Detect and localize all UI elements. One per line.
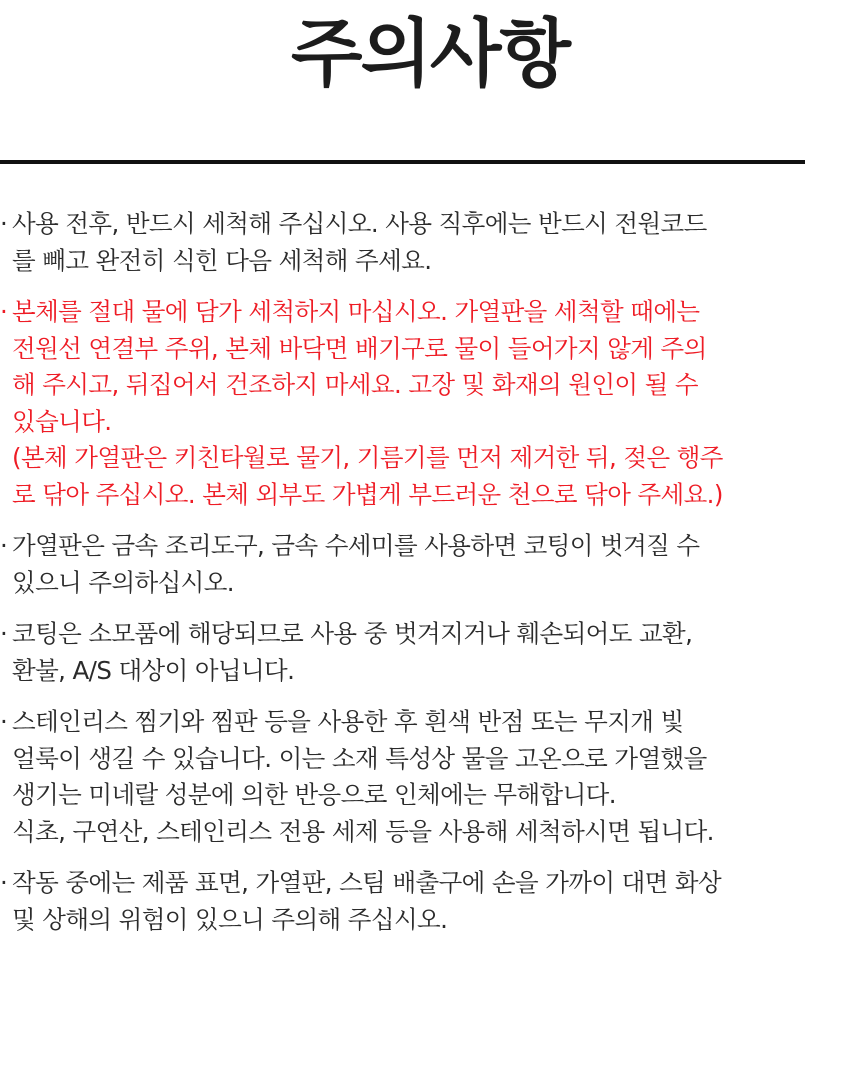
notice-item-coating-tools [0, 528, 850, 601]
bullet-dot: · [0, 707, 8, 736]
notice-line: 전원선 연결부 주위, 본체 바닥면 배기구로 물이 들어가지 않게 주의 [12, 333, 707, 363]
page-title: 주의사항 [291, 11, 569, 97]
notice-line: 식초, 구연산, 스테인리스 전용 세제 등을 사용해 세척하시면 됩니다. [12, 816, 714, 846]
notice-item-stainless-spots [0, 704, 850, 850]
notice-line: 작동 중에는 제품 표면, 가열판, 스팀 배출구에 손을 가까이 대면 화상 [12, 868, 722, 897]
notice-line: 해 주시고, 뒤집어서 건조하지 마세요. 고장 및 화재의 원인이 될 수 [12, 370, 698, 399]
notice-line: 생기는 미네랄 성분에 의한 반응으로 인체에는 무해합니다. [12, 780, 616, 809]
notice-item-coating-consumable [0, 616, 850, 689]
notice-item-burn-hazard [0, 865, 850, 938]
notice-item-cleaning [0, 206, 850, 279]
notice-line: 본체를 절대 물에 담가 세척하지 마십시오. 가열판을 세척할 때에는 [12, 297, 700, 326]
bullet-dot: · [0, 619, 8, 648]
notice-list [0, 206, 850, 953]
notice-line: 스테인리스 찜기와 찜판 등을 사용한 후 흰색 반점 또는 무지개 빛 [12, 707, 684, 736]
notice-line: 를 빼고 완전히 식힌 다음 세척해 주세요. [12, 245, 432, 275]
notice-line: 로 닦아 주십시오. 본체 외부도 가볍게 부드러운 천으로 닦아 주세요.) [12, 479, 723, 509]
notice-line: 코팅은 소모품에 해당되므로 사용 중 벗겨지거나 훼손되어도 교환, [12, 619, 693, 648]
notice-line: 얼룩이 생길 수 있습니다. 이는 소재 특성상 물을 고온으로 가열했을 [12, 743, 707, 773]
notice-line: 있으니 주의하십시오. [12, 567, 234, 597]
notice-item-water-warning [0, 294, 850, 513]
bullet-dot: · [0, 531, 8, 560]
notice-line: (본체 가열판은 키친타월로 물기, 기름기를 먼저 제거한 뒤, 젖은 행주 [12, 443, 723, 472]
notice-line: 및 상해의 위험이 있으니 주의해 주십시오. [12, 904, 448, 934]
notice-line: 있습니다. [12, 406, 112, 436]
bullet-dot: · [0, 209, 8, 238]
notice-line: 환불, A/S 대상이 아닙니다. [12, 655, 295, 685]
notice-line: 가열판은 금속 조리도구, 금속 수세미를 사용하면 코팅이 벗겨질 수 [12, 531, 700, 560]
bullet-dot: · [0, 868, 8, 897]
bullet-dot: · [0, 297, 8, 326]
title-divider [0, 160, 805, 164]
notice-line: 사용 전후, 반드시 세척해 주십시오. 사용 직후에는 반드시 전원코드 [12, 209, 707, 238]
